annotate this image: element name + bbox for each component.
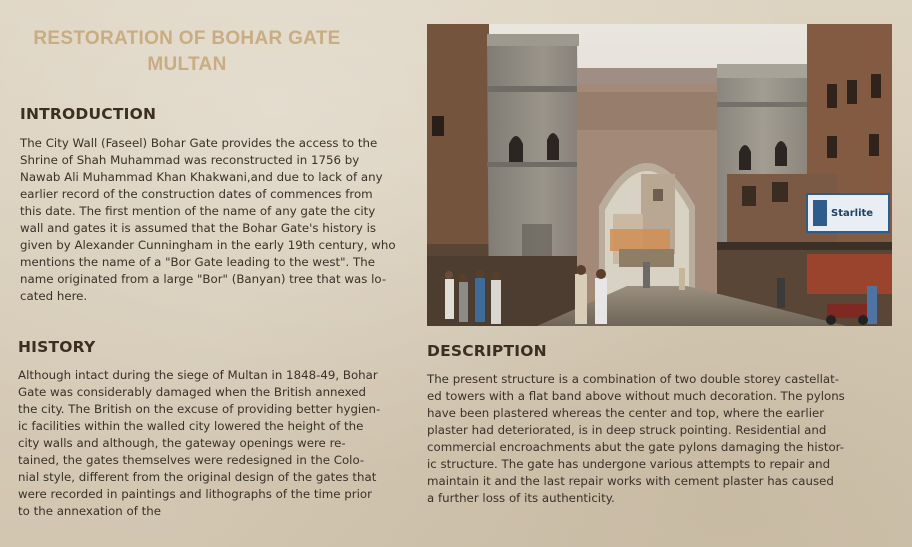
description-line: a further loss of its authenticity. [427,491,615,505]
description-line: have been plastered whereas the center and top, where the earlier [427,406,825,420]
history-line: ic facilities within the walled city lowered the height of the [18,419,364,433]
bohar-gate-photo [427,24,892,326]
introduction-text [20,135,396,305]
description-line: maintain it and the last repair works with cement plaster has caused [427,474,834,488]
intro-line: given by Alexander Cunningham in the early 19th century, who [20,238,396,252]
description-line: commercial encroachments abut the gate pylons damaging the histor- [427,440,845,454]
title-line-2: MULTAN [147,54,227,75]
intro-line: cated here. [20,289,88,303]
page-title [22,26,352,78]
history-line: Although intact during the siege of Multan in 1848-49, Bohar [18,368,378,382]
starlite-sign-text: Starlite [831,208,874,219]
history-line: nial style, different from the original design of the gates that [18,470,377,484]
intro-line: The City Wall (Faseel) Bohar Gate provides the access to the [20,136,378,150]
intro-line: mentions the name of a "Bor Gate leading to the west". The [20,255,375,269]
intro-line: name originated from a large "Bor" (Banyan) tree that was lo- [20,272,387,286]
intro-line: Nawab Ali Muhammad Khan Khakwani,and due to lack of any [20,170,383,184]
intro-line: earlier record of the construction dates of commences from [20,187,373,201]
title-line-1: RESTORATION OF BOHAR GATE [33,28,341,49]
description-line: plaster had deteriorated, is in deep struck pointing. Residential and [427,423,827,437]
description-text [427,371,845,507]
intro-line: Shrine of Shah Muhammad was reconstructed in 1756 by [20,153,360,167]
history-line: Gate was considerably damaged when the British annexed [18,385,366,399]
history-line: city walls and although, the gateway openings were re- [18,436,346,450]
history-line: were recorded in paintings and lithographs of the time prior [18,487,372,501]
description-line: ic structure. The gate has undergone various attempts to repair and [427,457,831,471]
description-heading: DESCRIPTION [427,342,547,360]
history-line: the city. The British on the excuse of providing better hygien- [18,402,381,416]
introduction-heading: INTRODUCTION [20,105,157,123]
intro-line: this date. The first mention of the name of any gate the city [20,204,376,218]
history-text [18,367,380,520]
description-line: The present structure is a combination of two double storey castellat- [427,372,840,386]
history-heading: HISTORY [18,338,96,356]
description-line: ed towers with a flat band above without much decoration. The pylons [427,389,845,403]
history-line: tained, the gates themselves were redesigned in the Colo- [18,453,365,467]
intro-line: wall and gates it is assumed that the Bohar Gate's history is [20,221,377,235]
history-line: to the annexation of the [18,504,161,518]
